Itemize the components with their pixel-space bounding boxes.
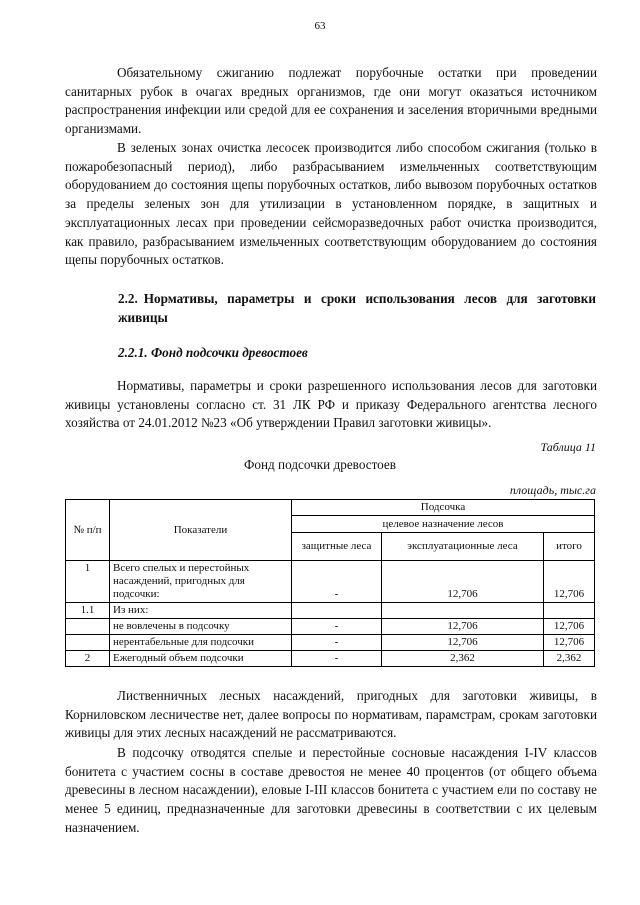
section-number: 2.2. [118,291,138,306]
cell-total: 12,706 [544,635,595,651]
cell-indicator: Всего спелых и перестойных насаждений, пригодных для подсочки: [110,561,292,603]
header-exploitation: эксплуатационные леса [382,533,544,561]
cell-protective: - [292,651,382,667]
cell-total: 2,362 [544,651,595,667]
cell-num: 1.1 [66,603,110,619]
cell-total [544,603,595,619]
cell-exploitation: 2,362 [382,651,544,667]
table-row [66,651,595,667]
cell-num: 2 [66,651,110,667]
table-label: Таблица 11 [540,440,596,454]
cell-exploitation: 12,706 [382,619,544,635]
header-indicator: Показатели [110,500,292,561]
cell-exploitation: 12,706 [382,635,544,651]
cell-indicator: не вовлечены в подсочку [110,619,292,635]
cell-total: 12,706 [544,561,595,603]
section-title: Нормативы, параметры и сроки использования лесов для заготовки живицы [118,291,596,325]
tapping-fund-table [65,499,595,667]
table-units: площадь, тыс.га [509,483,596,497]
header-num: № п/п [66,500,110,561]
paragraph-larch: Лиственничных лесных насаждений, пригодных для заготовки живицы, в Корниловском лесничестве нет, далее вопросы по нормативам, парамстрам, срокам заготовки живицы для этих лесных насаждений не рассматриваются. [65,688,597,741]
table-row [66,619,595,635]
table-row [66,635,595,651]
cell-exploitation [382,603,544,619]
table-row [66,561,595,603]
cell-indicator: нерентабельные для подсочки [110,635,292,651]
cell-num [66,635,110,651]
cell-indicator: Из них: [110,603,292,619]
cell-num [66,619,110,635]
page-number: 63 [314,20,326,32]
cell-protective [292,603,382,619]
cell-indicator: Ежегодный объем подсочки [110,651,292,667]
header-tapping: Подсочка [292,500,595,516]
cell-protective: - [292,635,382,651]
cell-num: 1 [66,561,110,603]
subsection-heading: 2.2.1. Фонд подсочки древостоев [118,345,308,360]
paragraph-normatives: Нормативы, параметры и сроки разрешенного использования лесов для заготовки живицы установлены согласно ст. 31 ЛК РФ и приказу Федерального агентства лесного хозяйства от 24.01.2012 №23 «Об утверждении Правил заготовки живицы». [65,378,597,431]
cell-total: 12,706 [544,619,595,635]
cell-protective: - [292,619,382,635]
section-heading [118,290,596,327]
table-title: Фонд подсочки древостоев [243,457,397,472]
header-purpose: целевое назначение лесов [292,516,595,533]
table-row [66,603,595,619]
header-total: итого [544,533,595,561]
header-protective: защитные леса [292,533,382,561]
paragraph-tapping-allocation: В подсочку отводятся спелые и перестойные сосновые насаждения I-IV классов бонитета с участием сосны в составе древостоя не менее 40 процентов (от общего объема древесины в лесном насаждении), еловые I-III классов бонитета с участием ели по составу не менее 5 единиц, предназначенные для заготовки древесины в соответствии с их целевым назначением. [65,745,597,835]
paragraph-green-zones: В зеленых зонах очистка лесосек производится либо способом сжигания (только в пожаробезопасный период), либо разбрасыванием измельченных соответствующим оборудованием до состояния щепы порубочных остатков, либо вывозом порубочных остатков за пределы зеленых зон для утилизации в установленном порядке, в защитных и эксплуатационных лесах при проведении сейсморазведочных работ очистка производится, как правило, разбрасыванием измельченных соответствующим оборудованием до состояния щепы порубочных остатков. [65,140,597,268]
paragraph-burning: Обязательному сжиганию подлежат порубочные остатки при проведении санитарных рубок в очагах вредных организмов, где они могут оказаться источником распространения инфекции или средой для ее сохранения и заселения вторичными вредными организмами. [65,65,597,137]
cell-protective: - [292,561,382,603]
cell-exploitation: 12,706 [382,561,544,603]
